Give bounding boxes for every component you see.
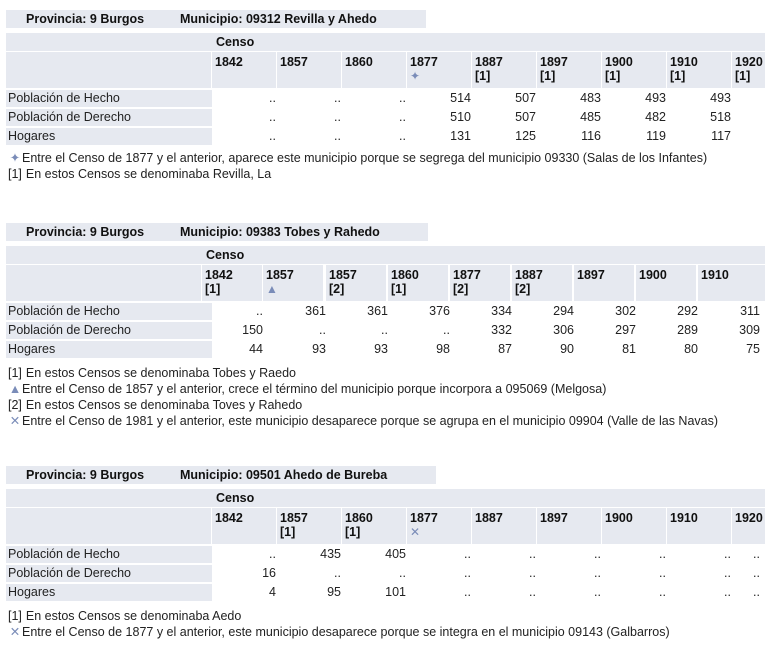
year-footnote-ref[interactable]: [1] bbox=[280, 525, 296, 539]
table-cell-value: .. bbox=[334, 129, 341, 143]
municipality-section bbox=[0, 10, 765, 210]
footnote-text: Entre el Censo de 1981 y el anterior, este municipio desaparece porque se agrupa en el municipio 09904 (Valle de las Navas) bbox=[22, 414, 719, 428]
row-label: Hogares bbox=[6, 128, 212, 145]
table-cell-value: 119 bbox=[646, 129, 666, 143]
table-cell-value: 116 bbox=[581, 129, 601, 143]
year-header-blank bbox=[6, 508, 211, 544]
year-value: 1857 bbox=[329, 268, 357, 282]
censo-label: Censo bbox=[206, 248, 245, 262]
year-value: 1842 bbox=[215, 511, 243, 525]
year-value: 1860 bbox=[345, 511, 373, 525]
year-column-header[interactable] bbox=[574, 265, 634, 301]
table-cell-value: 81 bbox=[622, 342, 636, 356]
year-column-header[interactable] bbox=[602, 52, 666, 88]
table-cell-value: 482 bbox=[645, 110, 666, 124]
year-footnote-ref[interactable]: [1] bbox=[670, 69, 686, 83]
year-value: 1857 bbox=[266, 268, 294, 282]
table-cell-value: 292 bbox=[677, 304, 698, 318]
table-cell-value: .. bbox=[443, 323, 450, 337]
censo-header bbox=[6, 246, 765, 264]
censo-header bbox=[6, 489, 765, 507]
year-column-header[interactable] bbox=[636, 265, 696, 301]
year-value: 1857 bbox=[280, 511, 308, 525]
table-cell-value: 306 bbox=[553, 323, 574, 337]
provincia-label: Provincia: 9 Burgos bbox=[26, 468, 145, 482]
table-cell-value: 334 bbox=[491, 304, 512, 318]
table-cell-value: .. bbox=[319, 323, 326, 337]
table-cell-value: 93 bbox=[312, 342, 326, 356]
year-value: 1900 bbox=[605, 511, 633, 525]
year-value: 1897 bbox=[577, 268, 605, 282]
table-cell-value: 376 bbox=[429, 304, 450, 318]
table-cell-value: .. bbox=[529, 585, 536, 599]
table-cell-value: .. bbox=[381, 323, 388, 337]
table-cell-value: 150 bbox=[242, 323, 263, 337]
table-cell-value: .. bbox=[399, 566, 406, 580]
year-value: 1897 bbox=[540, 511, 568, 525]
year-header-row bbox=[6, 508, 765, 544]
censo-label: Censo bbox=[216, 35, 255, 49]
year-column-header[interactable] bbox=[602, 508, 666, 544]
table-cell-value: 294 bbox=[553, 304, 574, 318]
table-cell-value: .. bbox=[659, 547, 666, 561]
year-value: 1897 bbox=[540, 55, 568, 69]
table-cell-value: .. bbox=[753, 585, 760, 599]
footnote-text: Entre el Censo de 1877 y el anterior, aparece este municipio porque se segrega del municipio 09330 (Salas de los Infantes) bbox=[22, 151, 708, 165]
location-header bbox=[6, 466, 436, 484]
footnote-marker: [1] bbox=[8, 167, 22, 181]
footnote bbox=[8, 166, 271, 182]
table-cell-value: .. bbox=[753, 547, 760, 561]
table-cell-value: 98 bbox=[436, 342, 450, 356]
year-footnote-ref[interactable]: [1] bbox=[735, 69, 751, 83]
year-footnote-ref[interactable]: [1] bbox=[540, 69, 556, 83]
year-column-header[interactable] bbox=[667, 508, 731, 544]
row-label: Hogares bbox=[6, 341, 212, 358]
row-label: Hogares bbox=[6, 584, 212, 601]
year-header-row bbox=[6, 52, 765, 88]
star-plus-icon: ✦ bbox=[410, 69, 421, 83]
footnote bbox=[8, 413, 718, 429]
footnote-text: En estos Censos se denominaba Aedo bbox=[25, 609, 242, 623]
table-cell-value: .. bbox=[334, 110, 341, 124]
footnote bbox=[8, 381, 606, 397]
footnote-text: En estos Censos se denominaba Tobes y Raedo bbox=[25, 366, 296, 380]
table-cell-value: .. bbox=[464, 547, 471, 561]
table-cell-value: 507 bbox=[515, 110, 536, 124]
footnote bbox=[8, 608, 241, 624]
year-footnote-ref[interactable]: [1] bbox=[475, 69, 491, 83]
year-footnote-ref[interactable]: [2] bbox=[453, 282, 469, 296]
footnote-text: En estos Censos se denominaba Revilla, La bbox=[25, 167, 272, 181]
year-value: 1920 bbox=[735, 511, 763, 525]
table-cell-value: .. bbox=[269, 91, 276, 105]
table-cell-value: 332 bbox=[491, 323, 512, 337]
year-value: 1900 bbox=[639, 268, 667, 282]
table-cell-value: 95 bbox=[327, 585, 341, 599]
footnote bbox=[8, 365, 296, 381]
footnote-marker: [1] bbox=[8, 366, 22, 380]
table-cell-value: 125 bbox=[515, 129, 536, 143]
provincia-label: Provincia: 9 Burgos bbox=[26, 12, 145, 26]
censo-label: Censo bbox=[216, 491, 255, 505]
year-header-blank bbox=[6, 265, 201, 301]
year-header-row bbox=[6, 265, 765, 301]
table-cell-value: .. bbox=[399, 91, 406, 105]
year-value: 1877 bbox=[453, 268, 481, 282]
table-cell-value: 75 bbox=[746, 342, 760, 356]
municipality-section bbox=[0, 223, 765, 428]
year-value: 1887 bbox=[515, 268, 543, 282]
year-value: 1887 bbox=[475, 511, 503, 525]
table-cell-value: 361 bbox=[367, 304, 388, 318]
row-label: Población de Hecho bbox=[6, 303, 212, 320]
cross-icon: ✕ bbox=[9, 414, 21, 428]
table-cell-value: .. bbox=[724, 566, 731, 580]
table-cell-value: .. bbox=[529, 566, 536, 580]
table-cell-value: .. bbox=[724, 585, 731, 599]
table-cell-value: 485 bbox=[580, 110, 601, 124]
table-cell-value: 483 bbox=[580, 91, 601, 105]
year-footnote-ref[interactable]: [1] bbox=[391, 282, 407, 296]
municipio-label: Municipio: 09501 Ahedo de Bureba bbox=[180, 468, 388, 482]
year-column-header[interactable] bbox=[388, 265, 448, 301]
year-column-header[interactable] bbox=[450, 265, 510, 301]
triangle-up-icon: ▲ bbox=[266, 282, 278, 296]
table-cell-value: 311 bbox=[740, 304, 760, 318]
year-value: 1910 bbox=[670, 511, 698, 525]
year-value: 1877 bbox=[410, 511, 438, 525]
table-cell-value: .. bbox=[256, 304, 263, 318]
table-cell-value: 131 bbox=[450, 129, 471, 143]
table-cell-value: .. bbox=[753, 566, 760, 580]
table-cell-value: .. bbox=[269, 129, 276, 143]
footnote bbox=[8, 397, 302, 413]
table-cell-value: .. bbox=[399, 129, 406, 143]
year-value: 1860 bbox=[345, 55, 373, 69]
cross-icon: ✕ bbox=[410, 525, 421, 539]
year-column-header[interactable] bbox=[732, 52, 765, 88]
table-cell-value: 309 bbox=[739, 323, 760, 337]
triangle-up-icon: ▲ bbox=[8, 382, 22, 396]
table-cell-value: .. bbox=[334, 91, 341, 105]
year-value: 1920 bbox=[735, 55, 763, 69]
censo-header bbox=[6, 33, 765, 51]
row-label: Población de Derecho bbox=[6, 109, 212, 126]
star-plus-icon: ✦ bbox=[9, 151, 21, 165]
table-cell-value: 289 bbox=[677, 323, 698, 337]
table-cell-value: .. bbox=[594, 585, 601, 599]
year-value: 1857 bbox=[280, 55, 308, 69]
footnote-text: En estos Censos se denominaba Toves y Rahedo bbox=[25, 398, 303, 412]
table-cell-value: 405 bbox=[385, 547, 406, 561]
year-column-header[interactable] bbox=[263, 265, 323, 301]
table-cell-value: 101 bbox=[385, 585, 406, 599]
year-column-header[interactable] bbox=[537, 52, 601, 88]
year-header-blank bbox=[6, 52, 211, 88]
table-cell-value: 510 bbox=[450, 110, 471, 124]
table-cell-value: 361 bbox=[305, 304, 326, 318]
footnote-text: Entre el Censo de 1877 y el anterior, este municipio desaparece porque se integra en el municipio 09143 (Galbarros) bbox=[22, 625, 670, 639]
table-cell-value: .. bbox=[594, 566, 601, 580]
year-column-header[interactable] bbox=[512, 265, 572, 301]
year-column-header[interactable] bbox=[277, 508, 341, 544]
footnote bbox=[8, 624, 670, 640]
year-column-header[interactable] bbox=[537, 508, 601, 544]
year-footnote-ref[interactable]: [1] bbox=[605, 69, 621, 83]
table-cell-value: 93 bbox=[374, 342, 388, 356]
table-cell-value: .. bbox=[269, 547, 276, 561]
year-column-header[interactable] bbox=[342, 52, 406, 88]
year-value: 1910 bbox=[701, 268, 729, 282]
table-cell-value: 297 bbox=[615, 323, 636, 337]
year-value: 1842 bbox=[215, 55, 243, 69]
table-cell-value: .. bbox=[724, 547, 731, 561]
year-column-header[interactable] bbox=[472, 52, 536, 88]
year-column-header[interactable] bbox=[667, 52, 731, 88]
row-label: Población de Derecho bbox=[6, 565, 212, 582]
table-cell-value: 493 bbox=[645, 91, 666, 105]
municipio-label: Municipio: 09312 Revilla y Ahedo bbox=[180, 12, 377, 26]
year-value: 1877 bbox=[410, 55, 438, 69]
table-cell-value: 117 bbox=[711, 129, 731, 143]
table-cell-value: 80 bbox=[684, 342, 698, 356]
year-column-header[interactable] bbox=[342, 508, 406, 544]
table-cell-value: 4 bbox=[269, 585, 276, 599]
municipio-label: Municipio: 09383 Tobes y Rahedo bbox=[180, 225, 380, 239]
cross-icon: ✕ bbox=[9, 625, 21, 639]
footnote-marker: [1] bbox=[8, 609, 22, 623]
year-column-header[interactable] bbox=[277, 52, 341, 88]
table-cell-value: .. bbox=[334, 566, 341, 580]
table-cell-value: 518 bbox=[710, 110, 731, 124]
table-cell-value: 302 bbox=[615, 304, 636, 318]
table-cell-value: .. bbox=[399, 110, 406, 124]
provincia-label: Provincia: 9 Burgos bbox=[26, 225, 145, 239]
row-label: Población de Hecho bbox=[6, 546, 212, 563]
municipality-section bbox=[0, 466, 765, 666]
year-footnote-ref[interactable]: [2] bbox=[515, 282, 531, 296]
year-value: 1900 bbox=[605, 55, 633, 69]
year-column-header[interactable] bbox=[407, 52, 471, 88]
table-cell-value: .. bbox=[529, 547, 536, 561]
year-column-header[interactable] bbox=[326, 265, 386, 301]
table-cell-value: .. bbox=[594, 547, 601, 561]
year-value: 1860 bbox=[391, 268, 419, 282]
year-footnote-ref[interactable]: [1] bbox=[345, 525, 361, 539]
year-column-header[interactable] bbox=[212, 52, 276, 88]
table-cell-value: .. bbox=[659, 585, 666, 599]
year-column-header[interactable] bbox=[407, 508, 471, 544]
table-cell-value: .. bbox=[464, 585, 471, 599]
table-cell-value: 44 bbox=[249, 342, 263, 356]
table-cell-value: 16 bbox=[262, 566, 276, 580]
location-header bbox=[6, 10, 426, 28]
year-column-header[interactable] bbox=[202, 265, 262, 301]
location-header bbox=[6, 223, 428, 241]
table-cell-value: 435 bbox=[320, 547, 341, 561]
year-footnote-ref[interactable]: [2] bbox=[329, 282, 345, 296]
year-value: 1842 bbox=[205, 268, 233, 282]
year-column-header[interactable] bbox=[212, 508, 276, 544]
table-cell-value: 507 bbox=[515, 91, 536, 105]
table-cell-value: 493 bbox=[710, 91, 731, 105]
year-footnote-ref[interactable]: [1] bbox=[205, 282, 221, 296]
row-label: Población de Hecho bbox=[6, 90, 212, 107]
table-cell-value: 514 bbox=[450, 91, 471, 105]
table-cell-value: 90 bbox=[560, 342, 574, 356]
table-cell-value: .. bbox=[659, 566, 666, 580]
table-cell-value: 87 bbox=[498, 342, 512, 356]
footnote-marker: [2] bbox=[8, 398, 22, 412]
table-cell-value: .. bbox=[464, 566, 471, 580]
footnote-text: Entre el Censo de 1857 y el anterior, crece el término del municipio porque incorpora a 095069 (Melgosa) bbox=[22, 382, 607, 396]
footnote bbox=[8, 150, 707, 166]
year-value: 1887 bbox=[475, 55, 503, 69]
row-label: Población de Derecho bbox=[6, 322, 212, 339]
year-column-header[interactable] bbox=[472, 508, 536, 544]
table-cell-value: .. bbox=[269, 110, 276, 124]
year-value: 1910 bbox=[670, 55, 698, 69]
year-column-header[interactable] bbox=[698, 265, 765, 301]
year-column-header[interactable] bbox=[732, 508, 765, 544]
